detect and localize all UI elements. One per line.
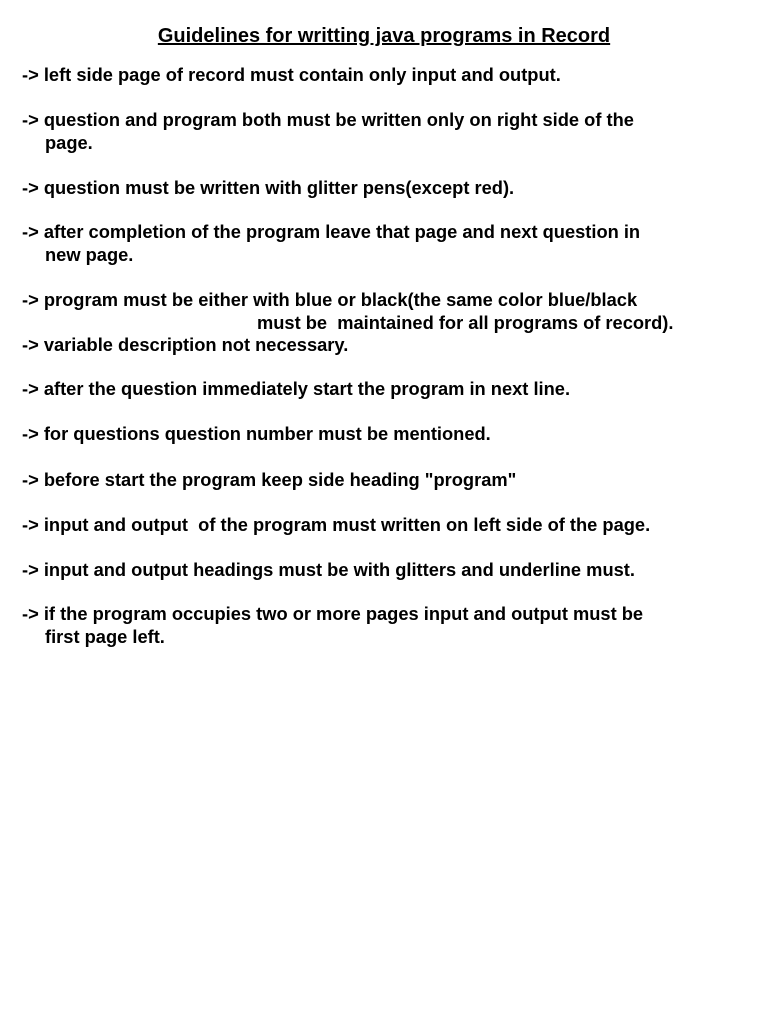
guideline-6: -> variable description not necessary. bbox=[22, 334, 349, 355]
guideline-12-continued: first page left. bbox=[45, 626, 165, 647]
guideline-8: -> for questions question number must be mentioned. bbox=[22, 423, 491, 444]
guideline-1: -> left side page of record must contain only input and output. bbox=[22, 64, 561, 85]
guideline-5-continued: must be maintained for all programs of record). bbox=[257, 312, 674, 333]
guideline-3: -> question must be written with glitter pens(except red). bbox=[22, 177, 515, 198]
guideline-12: -> if the program occupies two or more pages input and output must be bbox=[22, 603, 644, 624]
guideline-11: -> input and output headings must be with glitters and underline must. bbox=[22, 559, 635, 580]
document-title: Guidelines for writting java programs in Record bbox=[157, 25, 611, 47]
guideline-9: -> before start the program keep side heading "program" bbox=[22, 469, 517, 490]
guideline-4-continued: new page. bbox=[45, 244, 134, 265]
guideline-2-continued: page. bbox=[45, 132, 93, 153]
guideline-7: -> after the question immediately start the program in next line. bbox=[22, 378, 571, 399]
guideline-4: -> after completion of the program leave that page and next question in bbox=[22, 221, 641, 242]
guideline-2: -> question and program both must be written only on right side of the bbox=[22, 109, 634, 130]
guideline-10: -> input and output of the program must written on left side of the page. bbox=[22, 514, 651, 535]
guideline-5: -> program must be either with blue or black(the same color blue/black bbox=[22, 289, 638, 310]
